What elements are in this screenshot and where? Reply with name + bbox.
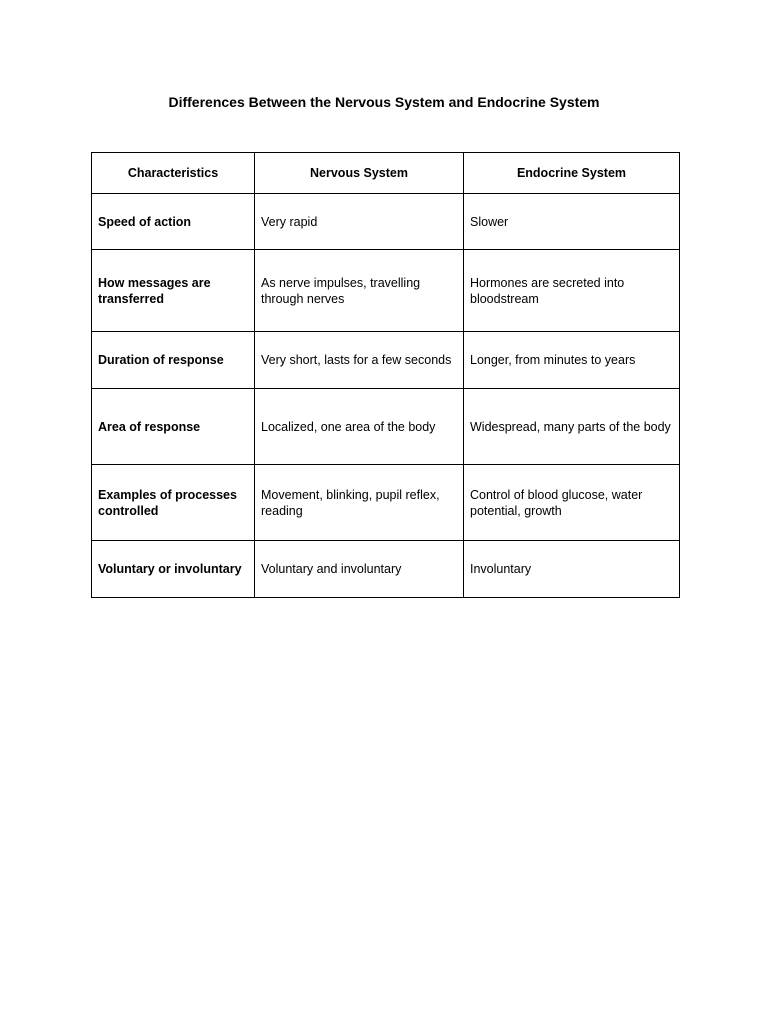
row-characteristic: Speed of action [92,194,255,250]
endocrine-cell: Longer, from minutes to years [464,332,680,389]
row-characteristic: Voluntary or involuntary [92,541,255,598]
nervous-cell: As nerve impulses, travelling through nerves [255,250,464,332]
header-endocrine-system: Endocrine System [464,153,680,194]
row-characteristic: Duration of response [92,332,255,389]
endocrine-cell: Widespread, many parts of the body [464,389,680,465]
header-nervous-system: Nervous System [255,153,464,194]
row-characteristic: Area of response [92,389,255,465]
header-characteristics: Characteristics [92,153,255,194]
table-row [92,250,680,332]
table-row [92,389,680,465]
table-row [92,194,680,250]
nervous-cell: Very rapid [255,194,464,250]
nervous-cell: Voluntary and involuntary [255,541,464,598]
nervous-cell: Movement, blinking, pupil reflex, reading [255,465,464,541]
table-header-row [92,153,680,194]
comparison-table [91,152,680,598]
nervous-cell: Localized, one area of the body [255,389,464,465]
nervous-cell: Very short, lasts for a few seconds [255,332,464,389]
row-characteristic: How messages are transferred [92,250,255,332]
endocrine-cell: Control of blood glucose, water potential, growth [464,465,680,541]
page-title: Differences Between the Nervous System and Endocrine System [168,94,600,110]
row-characteristic: Examples of processes controlled [92,465,255,541]
endocrine-cell: Hormones are secreted into bloodstream [464,250,680,332]
table-row [92,465,680,541]
table-row [92,541,680,598]
endocrine-cell: Slower [464,194,680,250]
table-row [92,332,680,389]
endocrine-cell: Involuntary [464,541,680,598]
